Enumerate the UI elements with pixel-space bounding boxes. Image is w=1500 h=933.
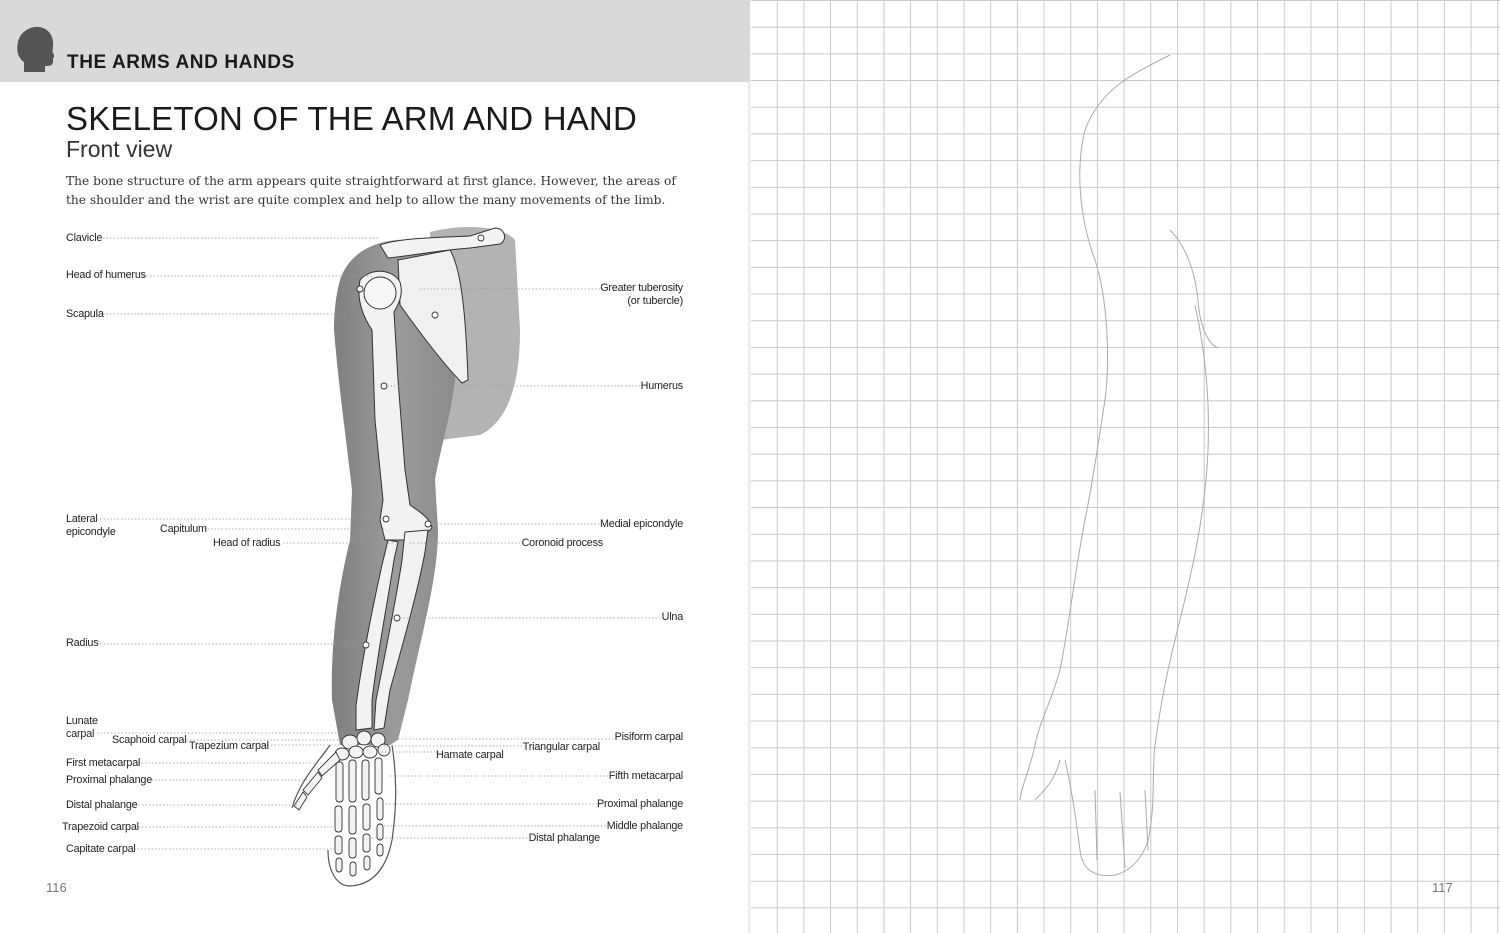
label-lateral-epicondyle-line1: Lateral	[66, 513, 98, 525]
label-lateral-epicondyle-line2: epicondyle	[66, 526, 116, 538]
label-humerus: Humerus	[640, 380, 683, 392]
label-coronoid-process: Coronoid process	[521, 537, 603, 549]
label-trapezium-carpal: Trapezium carpal	[189, 740, 269, 752]
label-pisiform-carpal: Pisiform carpal	[614, 731, 683, 743]
label-head-of-humerus: Head of humerus	[66, 269, 146, 281]
label-head-of-radius: Head of radius	[213, 537, 281, 549]
finger-bones	[335, 758, 383, 876]
label-greater-tuberosity-line1: Greater tuberosity	[600, 282, 683, 294]
label-lunate-carpal	[66, 715, 98, 741]
thumb-bones	[294, 752, 340, 810]
label-fifth-metacarpal: Fifth metacarpal	[608, 770, 683, 782]
label-distal-phalange-left: Distal phalange	[66, 799, 138, 811]
label-middle-phalange: Middle phalange	[606, 820, 683, 832]
label-triangular-carpal: Triangular carpal	[522, 741, 600, 753]
page-number-right: 117	[1432, 880, 1453, 895]
label-trapezoid-carpal: Trapezoid carpal	[62, 821, 139, 833]
page-subtitle: Front view	[66, 136, 173, 162]
label-scaphoid-carpal: Scaphoid carpal	[112, 734, 187, 746]
right-page-grid	[750, 0, 1500, 933]
label-lunate-carpal-line2: carpal	[66, 728, 95, 740]
page-title: SKELETON OF THE ARM AND HAND	[66, 100, 637, 137]
label-lunate-carpal-line1: Lunate	[66, 715, 98, 727]
label-radius: Radius	[66, 637, 99, 649]
label-clavicle: Clavicle	[66, 232, 103, 244]
intro-paragraph: The bone structure of the arm appears quite straightforward at first glance. However, the areas of the shoulder and the wrist are quite complex and help to allow the many movements of the limb.	[66, 174, 676, 207]
label-capitulum: Capitulum	[160, 523, 207, 535]
page-number-left: 116	[46, 880, 67, 895]
label-proximal-phalange-right: Proximal phalange	[596, 798, 683, 810]
label-scapula: Scapula	[66, 308, 104, 320]
label-distal-phalange-right: Distal phalange	[528, 832, 600, 844]
label-ulna: Ulna	[661, 611, 683, 623]
label-lateral-epicondyle	[66, 513, 116, 539]
label-hamate-carpal: Hamate carpal	[436, 749, 504, 761]
chapter-title: THE ARMS AND HANDS	[67, 52, 295, 73]
label-medial-epicondyle: Medial epicondyle	[599, 518, 683, 530]
label-proximal-phalange-left: Proximal phalange	[66, 774, 153, 786]
label-greater-tuberosity-line2: (or tubercle)	[627, 295, 683, 307]
label-first-metacarpal: First metacarpal	[66, 757, 141, 769]
label-capitate-carpal: Capitate carpal	[66, 843, 136, 855]
label-greater-tuberosity	[600, 282, 683, 308]
